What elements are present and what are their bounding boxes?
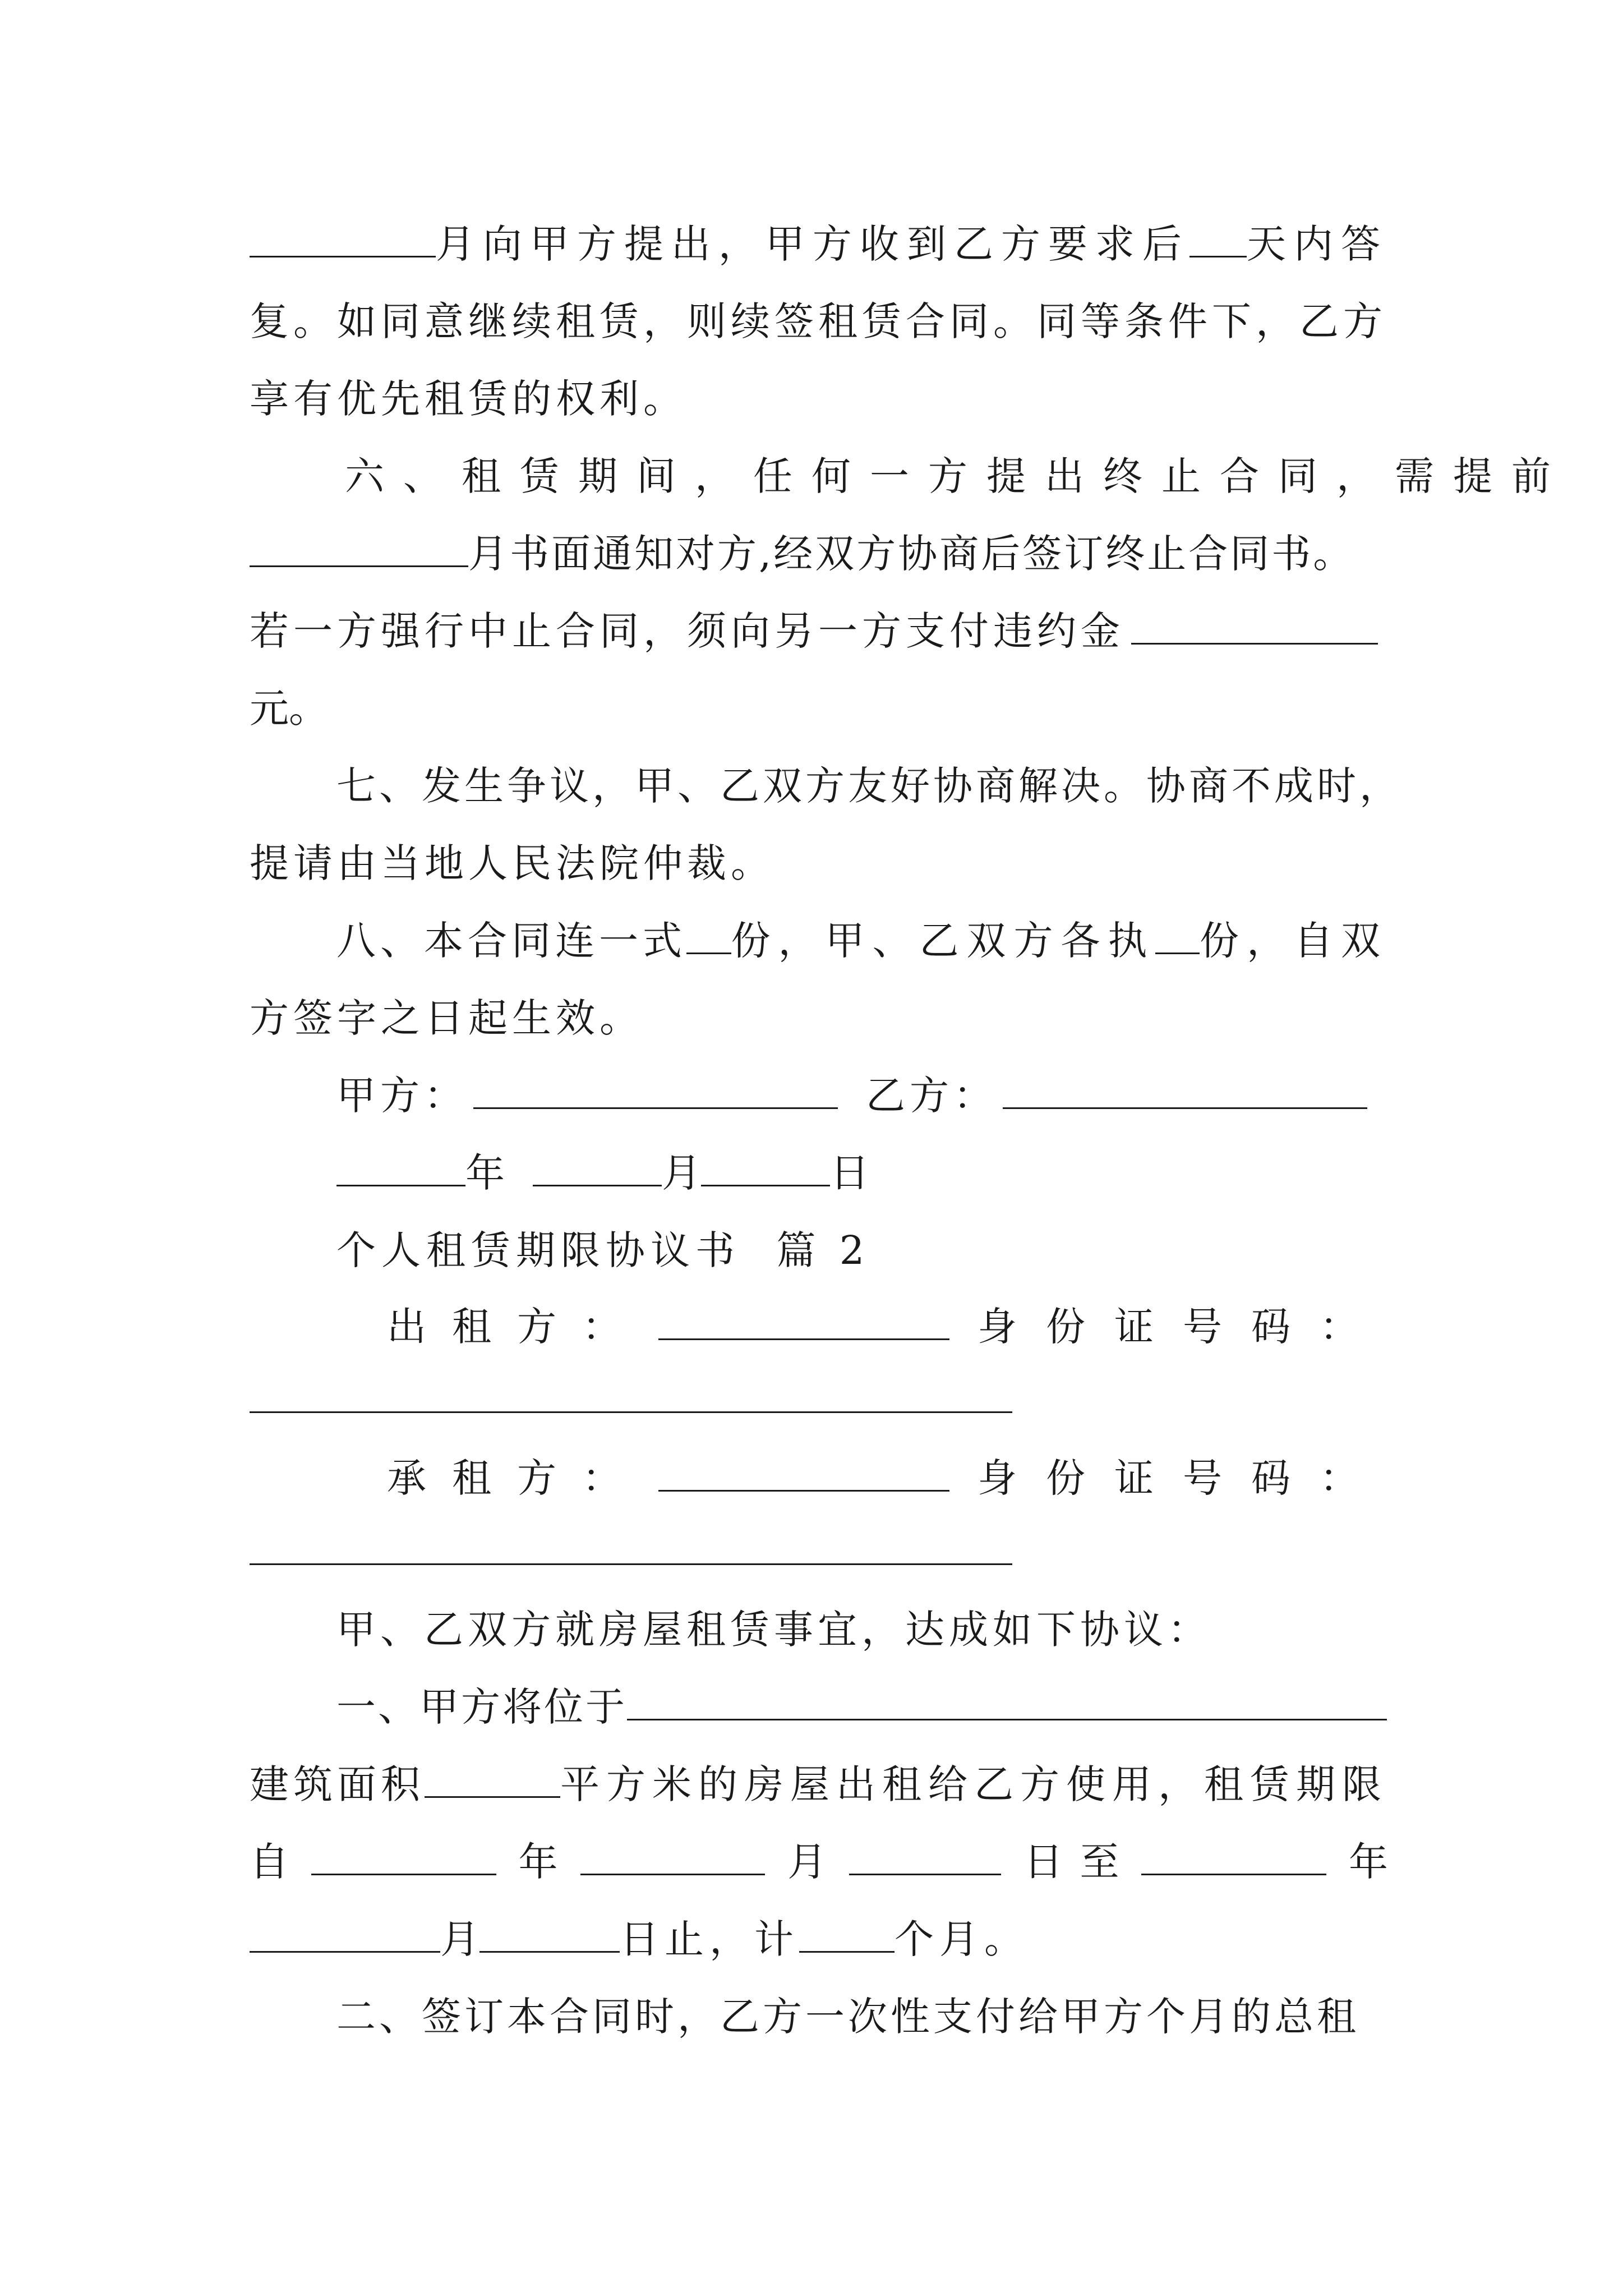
text-line (345, 440, 1570, 513)
text-segment: 日至 (1023, 1839, 1136, 1885)
party-a-blank (473, 1074, 838, 1109)
text-line (250, 982, 1388, 1055)
year-label: 年 (465, 1150, 505, 1196)
text-segment: 自 (250, 1839, 289, 1885)
text-line (250, 595, 1388, 668)
text-line (250, 362, 1388, 435)
text-line (250, 285, 1388, 358)
day-label: 日 (830, 1150, 869, 1196)
year-blank (336, 1151, 465, 1186)
signature-line (336, 1059, 1388, 1132)
fill-blank (479, 1917, 620, 1953)
fill-blank (311, 1840, 496, 1875)
text-segment: 享有优先租赁的权利。 (250, 376, 687, 422)
fill-blank (580, 1840, 766, 1875)
fill-blank (250, 1917, 440, 1953)
text-line (336, 1671, 1388, 1743)
title-text: 个人租赁期限协议书 篇 2 (336, 1227, 870, 1273)
text-segment: 提请由当地人民法院仲裁。 (250, 840, 774, 886)
lessee-id-blank (250, 1563, 1012, 1565)
text-segment: 方签字之日起生效。 (250, 995, 643, 1041)
lessor-label: 出租方： (387, 1304, 647, 1350)
text-segment: 甲、乙双方就房屋租赁事宜，达成如下协议： (336, 1607, 1211, 1653)
text-segment: 日止，计 (620, 1916, 799, 1962)
text-line (250, 1748, 1388, 1821)
lessee-line (387, 1442, 1388, 1515)
lessee-label: 承租方： (387, 1455, 647, 1501)
fill-blank (1131, 609, 1378, 645)
text-line (250, 672, 1388, 745)
party-b-blank (1003, 1074, 1367, 1109)
text-segment: 八、本合同连一式 (336, 918, 686, 964)
text-line (250, 517, 1388, 590)
fill-blank (250, 532, 468, 567)
party-a-label: 甲方： (336, 1073, 468, 1119)
text-segment: 平方米的房屋出租给乙方使用，租赁期限 (560, 1761, 1388, 1807)
fill-blank (1141, 1840, 1326, 1875)
text-line (250, 1825, 1388, 1898)
month-label: 月 (662, 1150, 701, 1196)
text-line (336, 904, 1388, 977)
text-line (336, 749, 1402, 822)
text-segment: 年 (1348, 1839, 1388, 1885)
text-segment: 复。如同意继续租赁，则续签租赁合同。同等条件下，乙方 (250, 298, 1387, 344)
party-b-label: 乙方： (866, 1073, 997, 1119)
fill-blank (425, 1763, 560, 1798)
text-segment: 份，甲、乙双方各执 (731, 918, 1155, 964)
fill-blank (627, 1685, 1387, 1720)
text-line (336, 1980, 1388, 2053)
fill-blank (799, 1917, 895, 1953)
text-line (250, 208, 1388, 280)
text-segment: 年 (518, 1839, 558, 1885)
text-segment: 建筑面积 (250, 1761, 425, 1807)
text-segment: 个月。 (895, 1916, 1029, 1962)
text-segment: 月 (787, 1839, 827, 1885)
text-segment: 二、签订本合同时，乙方一次性支付给甲方个月的总租 (336, 1994, 1359, 2040)
fill-blank (1189, 222, 1247, 257)
text-segment: 七、发生争议，甲、乙双方友好协商解决。协商不成时， (336, 763, 1402, 809)
fill-blank (849, 1840, 1001, 1875)
text-line (250, 827, 1388, 900)
lessor-id-blank (250, 1411, 1012, 1413)
text-segment: 一、甲方将位于 (336, 1684, 627, 1730)
text-segment: 天内答 (1247, 221, 1388, 267)
id-number-label: 身份证号码： (978, 1455, 1388, 1501)
day-blank (701, 1151, 830, 1186)
text-line (336, 1593, 1388, 1666)
lessor-blank (658, 1305, 949, 1340)
section-title (336, 1214, 1388, 1287)
fill-blank (1155, 919, 1200, 954)
fill-blank (250, 222, 436, 257)
text-segment: 月向甲方提出，甲方收到乙方要求后 (435, 221, 1189, 267)
text-line (250, 1903, 1388, 1976)
text-segment: 月 (440, 1916, 479, 1962)
lessee-blank (658, 1456, 949, 1492)
lessor-line (387, 1290, 1388, 1363)
text-segment: 份，自双 (1200, 918, 1388, 964)
text-segment: 元。 (250, 685, 328, 731)
text-segment: 月书面通知对方,经双方协商后签订终止合同书。 (468, 531, 1355, 577)
month-blank (533, 1151, 662, 1186)
text-segment: 若一方强行中止合同，须向另一方支付违约金 (250, 608, 1124, 654)
text-segment: 六、租赁期间，任何一方提出终止合同，需提前 (345, 453, 1570, 499)
id-number-label: 身份证号码： (978, 1304, 1388, 1350)
fill-blank (686, 919, 731, 954)
date-line (336, 1137, 1388, 1209)
